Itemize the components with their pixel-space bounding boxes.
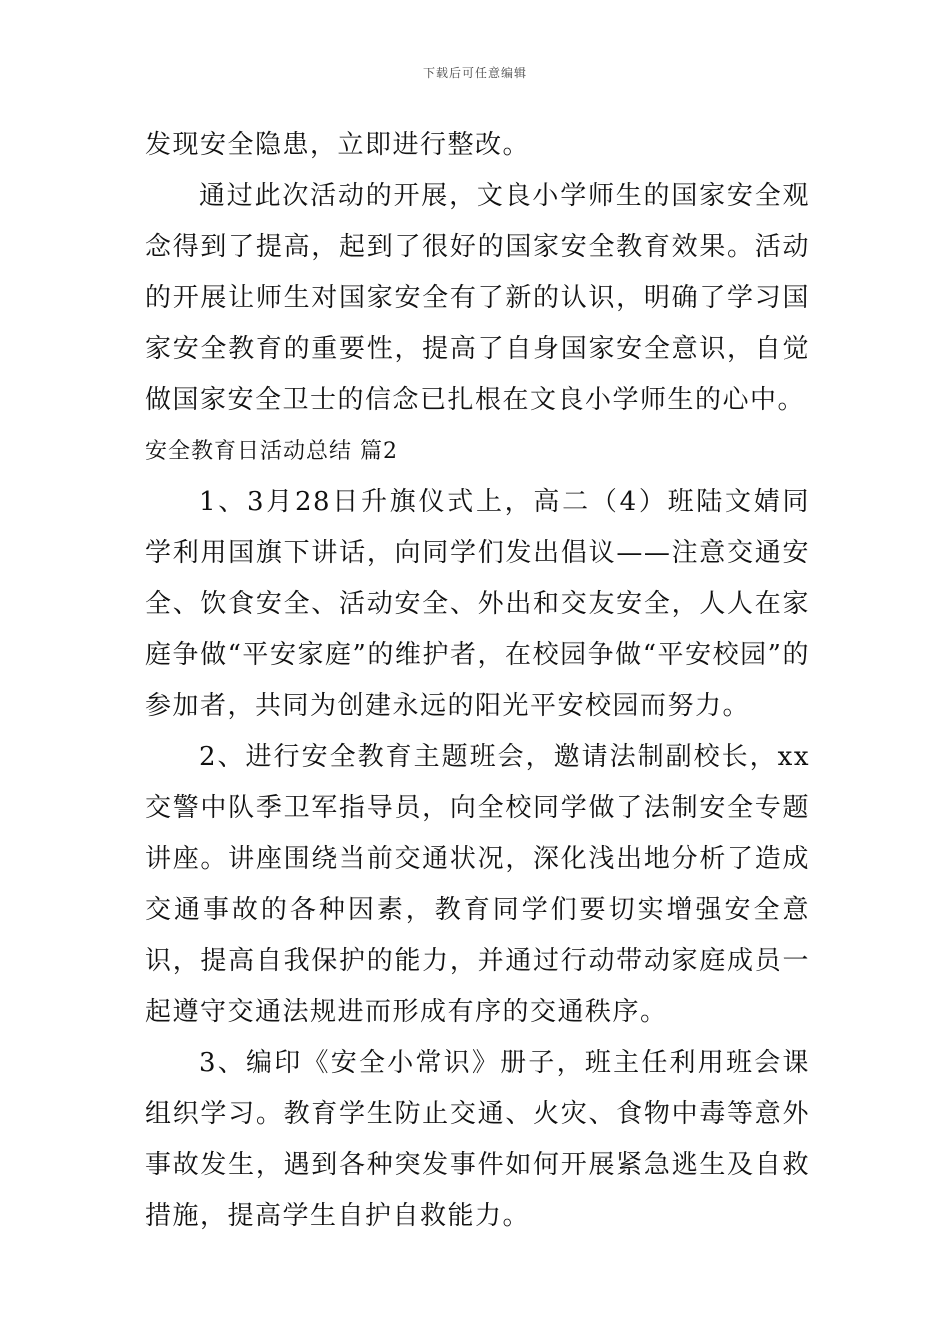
paragraph-item-1: 1、3月28日升旗仪式上，高二（4）班陆文婧同学利用国旗下讲话，向同学们发出倡议——注意交通安全、饮食安全、活动安全、外出和交友安全，人人在家庭争做“平安家庭”的维护者，在校园争做“平安校园”的参加者，共同为创建永远的阳光平安校园而努力。	[145, 487, 810, 721]
paragraph-activity-summary: 通过此次活动的开展，文良小学师生的国家安全观念得到了提高，起到了很好的国家安全教育效果。活动的开展让师生对国家安全有了新的认识，明确了学习国家安全教育的重要性，提高了自身国家安全意识，自觉做国家安全卫士的信念已扎根在文良小学师生的心中。	[145, 181, 810, 415]
paragraph-item-2: 2、进行安全教育主题班会，邀请法制副校长，xx交警中队季卫军指导员，向全校同学做了法制安全专题讲座。讲座围绕当前交通状况，深化浅出地分析了造成交通事故的各种因素，教育同学们要切实增强安全意识，提高自我保护的能力，并通过行动带动家庭成员一起遵守交通法规进而形成有序的交通秩序。	[145, 742, 810, 1027]
section-title: 安全教育日活动总结 篇2	[145, 439, 398, 464]
paragraph-continued: 发现安全隐患，立即进行整改。	[145, 130, 531, 160]
document-body	[145, 120, 810, 1242]
paragraph-item-3: 3、编印《安全小常识》册子，班主任利用班会课组织学习。教育学生防止交通、火灾、食物中毒等意外事故发生，遇到各种突发事件如何开展紧急逃生及自救措施，提高学生自护自救能力。	[145, 1048, 810, 1231]
page-header-note: 下载后可任意编辑	[422, 66, 527, 80]
